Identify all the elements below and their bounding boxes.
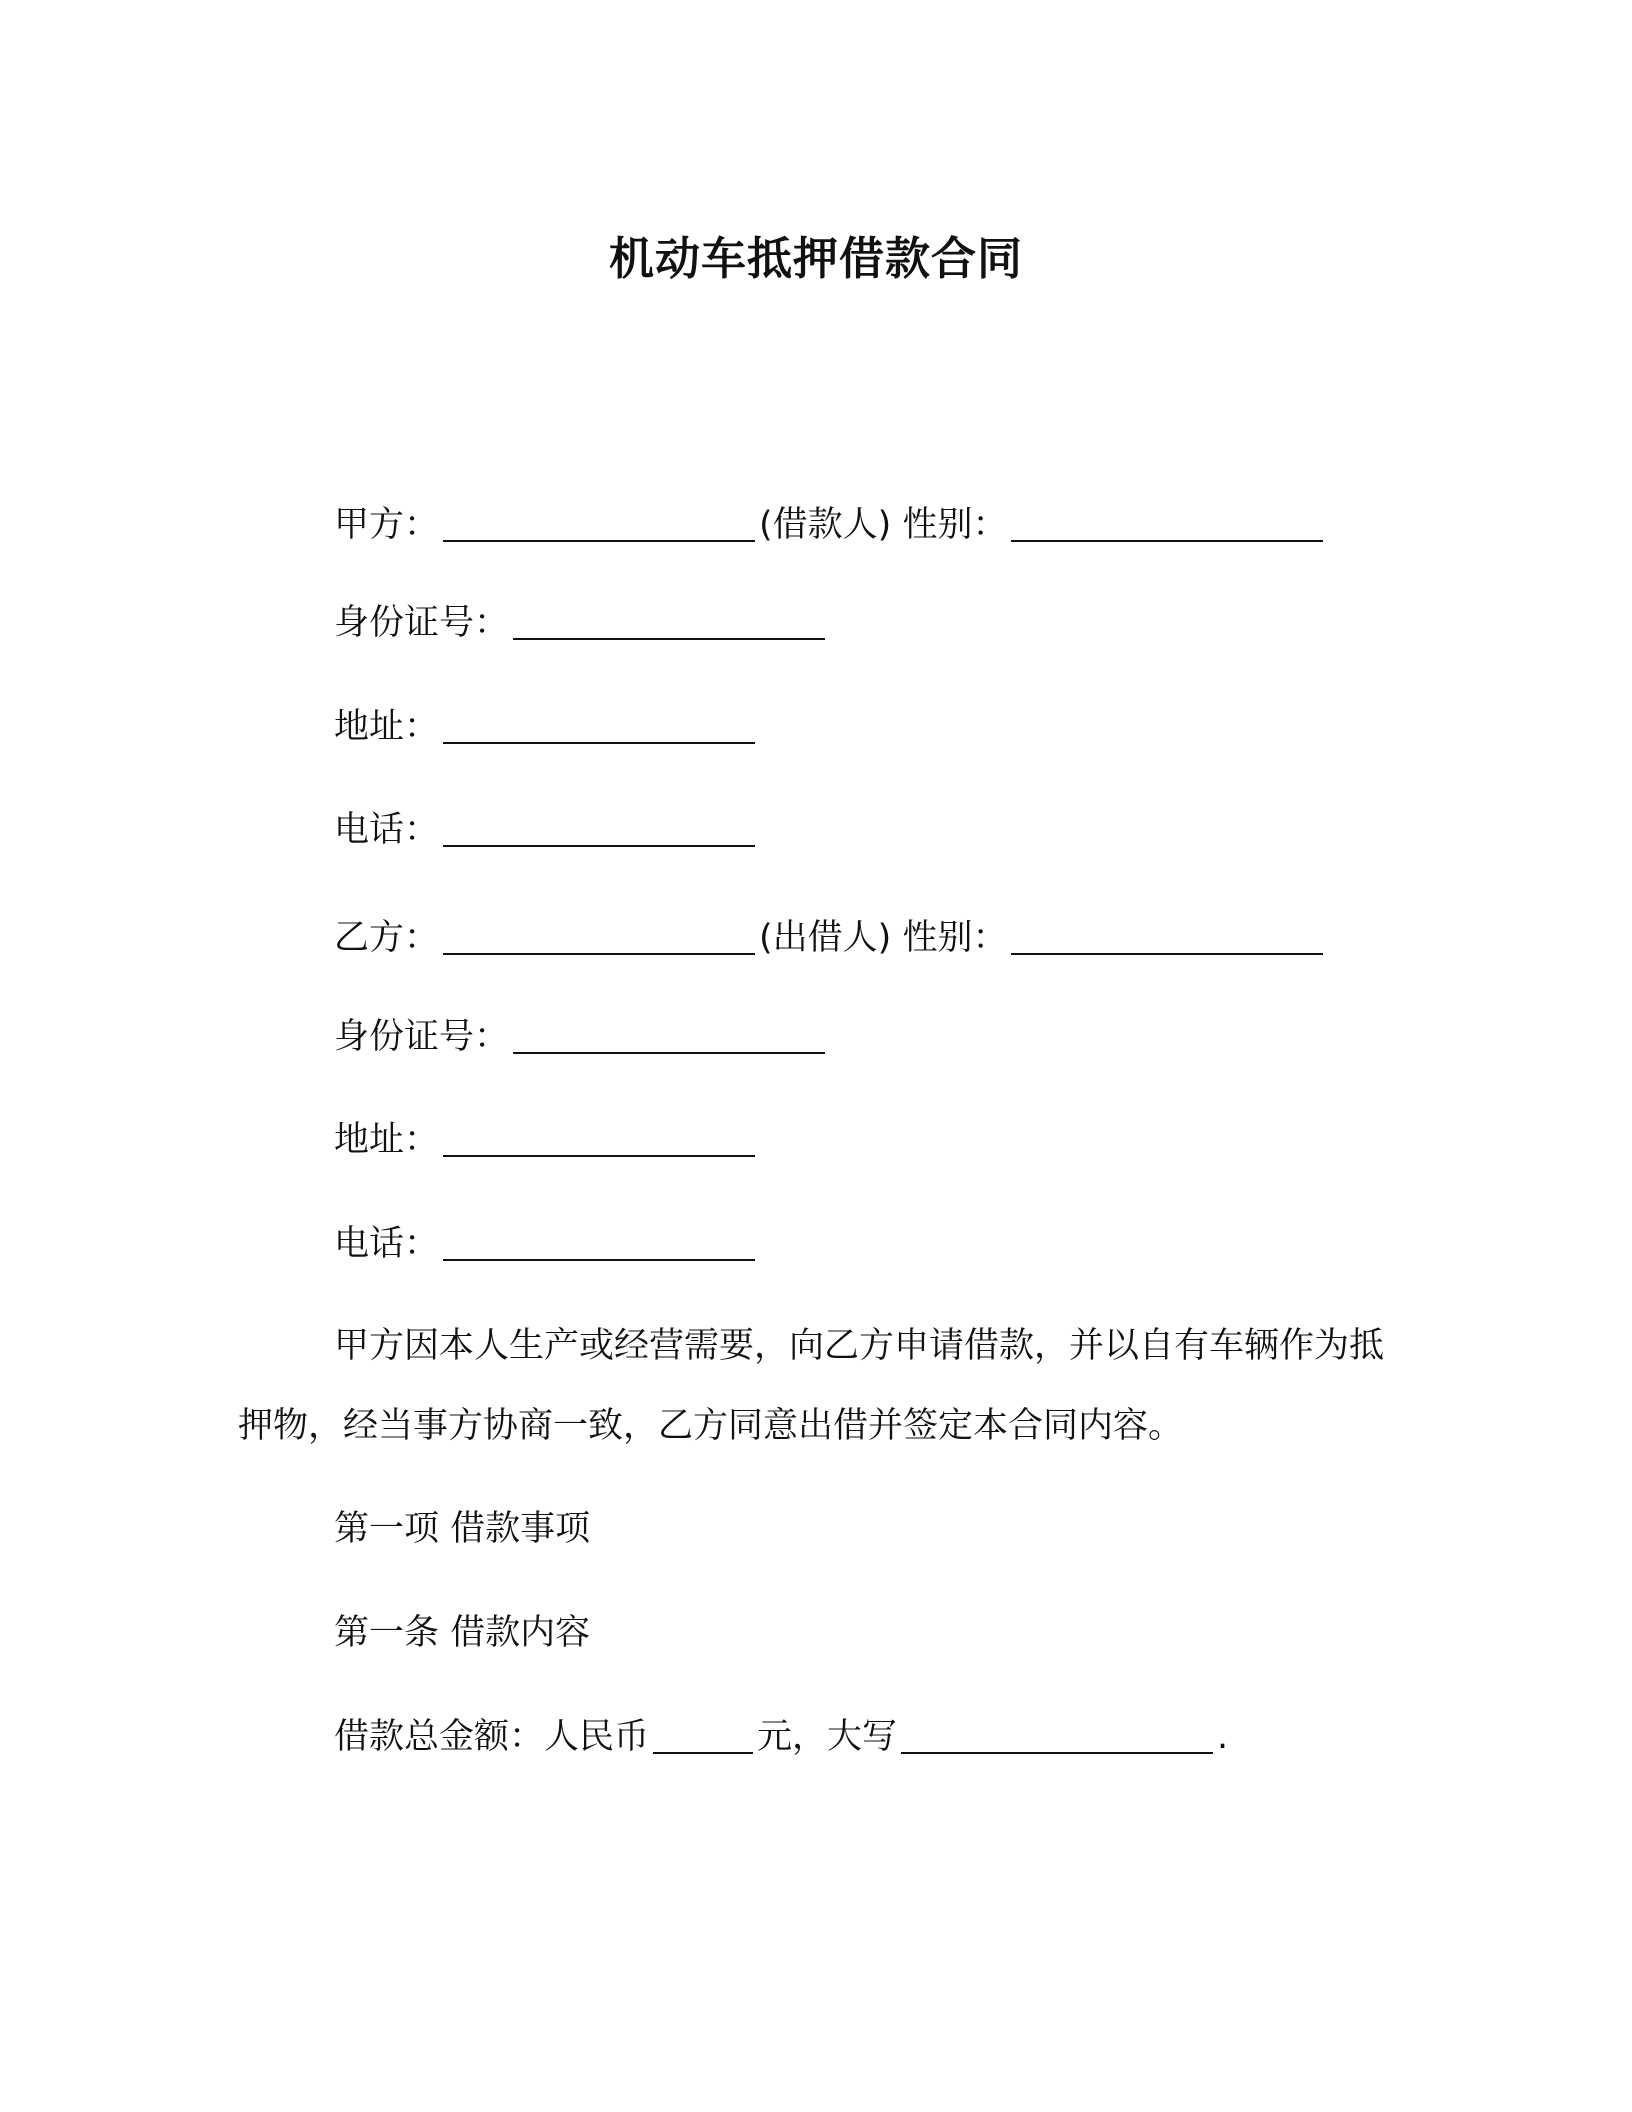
party-b-label: 乙方： xyxy=(334,918,440,958)
party-b-gender-label: 性别： xyxy=(902,918,1008,958)
document-title: 机动车抵押借款合同 xyxy=(608,232,1023,285)
party-b-address-label: 地址： xyxy=(334,1120,440,1160)
party-a-id-blank[interactable] xyxy=(513,600,825,640)
party-b-gender-blank[interactable] xyxy=(1011,915,1323,955)
party-a-role: (借款人) xyxy=(759,505,892,545)
party-a-gender-blank[interactable] xyxy=(1011,502,1323,542)
party-b-phone-label: 电话： xyxy=(334,1224,440,1264)
party-b-id-blank[interactable] xyxy=(513,1014,825,1054)
loan-amount-label: 借款总金额：人民币 xyxy=(334,1717,650,1757)
article-1-heading: 第一条 借款内容 xyxy=(334,1613,591,1653)
section-1-heading: 第一项 借款事项 xyxy=(334,1509,591,1549)
party-a-id-label: 身份证号： xyxy=(334,603,510,643)
intro-paragraph-text: 甲方因本人生产或经营需要，向乙方申请借款，并以自有车辆作为抵押物，经当事方协商一致，乙方同意出借并签定本合同内容。 xyxy=(238,1326,1385,1446)
party-a-gender-label: 性别： xyxy=(902,505,1008,545)
loan-amount-line xyxy=(334,1712,1228,1762)
party-b-role: (出借人) xyxy=(759,918,892,958)
party-b-address-blank[interactable] xyxy=(443,1117,755,1157)
party-a-line xyxy=(334,500,1327,550)
party-a-label: 甲方： xyxy=(334,505,440,545)
party-b-phone-line xyxy=(334,1219,759,1269)
party-b-id-label: 身份证号： xyxy=(334,1017,510,1057)
party-b-address-line xyxy=(334,1115,759,1165)
party-a-phone-blank[interactable] xyxy=(443,807,755,847)
party-a-id-line xyxy=(334,598,829,648)
party-a-address-label: 地址： xyxy=(334,707,440,747)
loan-amount-number-blank[interactable] xyxy=(653,1714,753,1754)
intro-paragraph xyxy=(238,1306,1398,1466)
party-b-line xyxy=(334,913,1327,963)
party-b-name-blank[interactable] xyxy=(443,915,755,955)
loan-amount-unit: 元，大写 xyxy=(757,1717,898,1757)
loan-amount-words-blank[interactable] xyxy=(901,1714,1213,1754)
loan-amount-end: . xyxy=(1217,1717,1229,1757)
party-b-id-line xyxy=(334,1012,829,1062)
party-a-address-blank[interactable] xyxy=(443,704,755,744)
party-a-phone-line xyxy=(334,805,759,855)
party-a-name-blank[interactable] xyxy=(443,502,755,542)
party-a-address-line xyxy=(334,702,759,752)
party-b-phone-blank[interactable] xyxy=(443,1221,755,1261)
party-a-phone-label: 电话： xyxy=(334,810,440,850)
